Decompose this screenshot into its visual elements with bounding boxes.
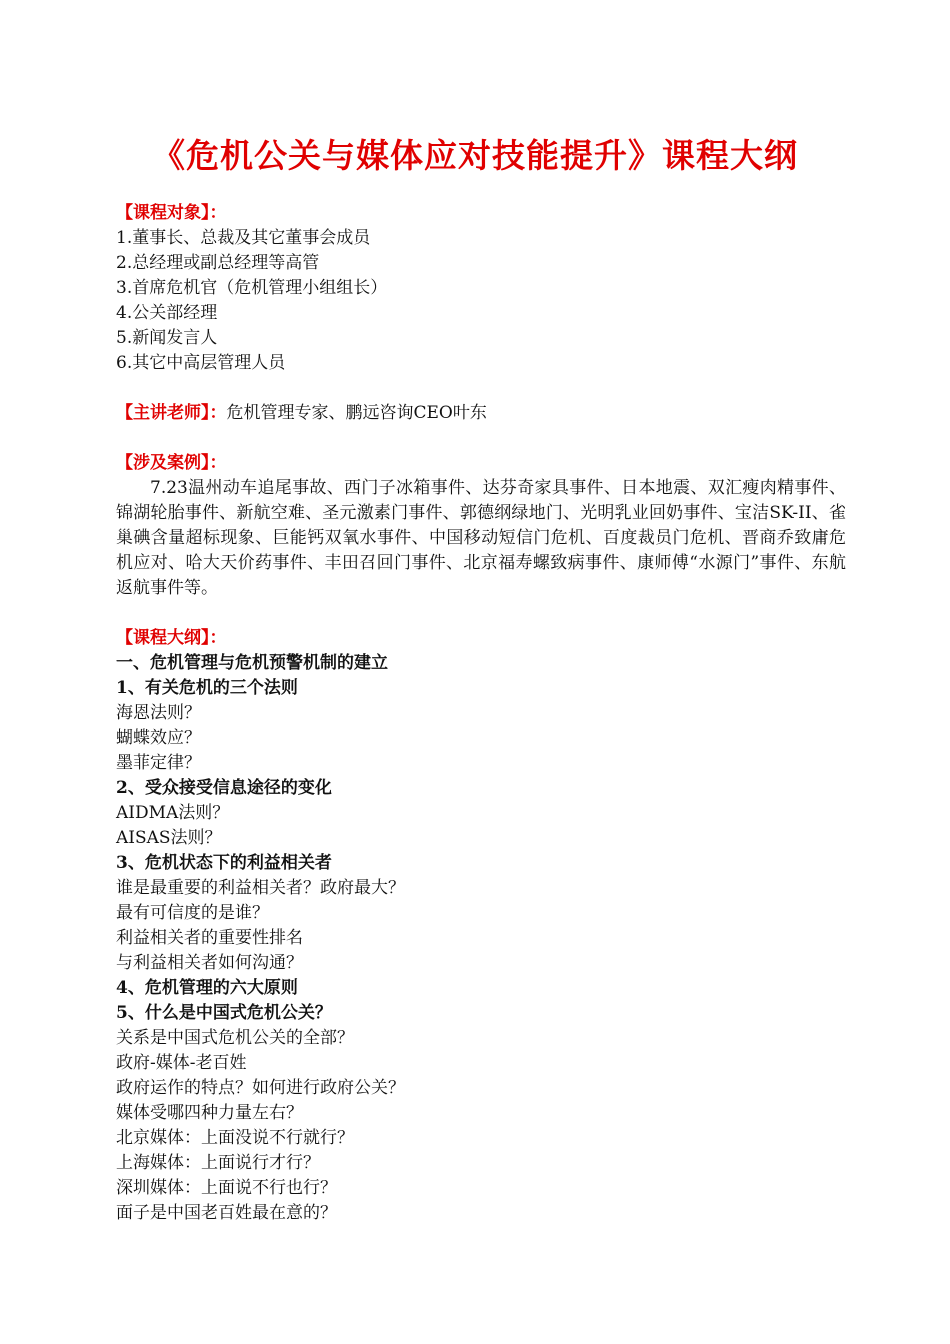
outline-item: 蝴蝶效应？ — [116, 728, 201, 748]
audience-item: 4.公关部经理 — [116, 303, 218, 323]
document-title: 《危机公关与媒体应对技能提升》课程大纲 — [152, 136, 798, 175]
outline-item: 海恩法则？ — [116, 703, 201, 723]
outline-item: 墨菲定律？ — [116, 753, 201, 773]
cases-label: 【涉及案例】： — [116, 453, 227, 473]
outline-item: 利益相关者的重要性排名 — [116, 928, 303, 948]
outline-item: AIDMA法则？ — [116, 803, 230, 823]
outline-label: 【课程大纲】： — [116, 628, 227, 648]
outline-subheading: 2、受众接受信息途径的变化 — [116, 778, 332, 798]
audience-item: 3.首席危机官（危机管理小组组长） — [116, 278, 388, 298]
lecturer-value: 危机管理专家、鹏远咨询CEO叶东 — [226, 403, 487, 423]
outline-list — [116, 676, 846, 1226]
outline-item: 谁是最重要的利益相关者？政府最大？ — [116, 878, 405, 898]
lecturer-label: 【主讲老师】： — [116, 403, 227, 423]
spacer — [116, 376, 846, 401]
outline-item: 媒体受哪四种力量左右？ — [116, 1103, 303, 1123]
outline-item: 面子是中国老百姓最在意的？ — [116, 1203, 337, 1223]
outline-item: 上海媒体：上面说行才行？ — [116, 1153, 320, 1173]
outline-section-heading: 一、危机管理与危机预警机制的建立 — [116, 653, 388, 673]
spacer — [116, 426, 846, 451]
audience-item: 6.其它中高层管理人员 — [116, 353, 286, 373]
outline-item: 最有可信度的是谁？ — [116, 903, 269, 923]
outline-subheading: 3、危机状态下的利益相关者 — [116, 853, 332, 873]
audience-item: 5.新闻发言人 — [116, 328, 218, 348]
outline-subheading: 4、危机管理的六大原则 — [116, 978, 298, 998]
spacer — [116, 601, 846, 626]
audience-item: 2.总经理或副总经理等高管 — [116, 253, 320, 273]
cases-paragraph: 7.23温州动车追尾事故、西门子冰箱事件、达芬奇家具事件、日本地震、双汇瘦肉精事件、锦湖轮胎事件、新航空难、圣元激素门事件、郭德纲绿地门、光明乳业回奶事件、宝洁SK-II、雀巢碘含量超标现象、巨能钙双氧水事件、中国移动短信门危机、百度裁员门危机、晋商乔致庸危机应对、哈大天价药事件、丰田召回门事件、北京福寿螺致病事件、康师傅“水源门”事件、东航返航事件等。 — [116, 478, 846, 598]
outline-subheading: 1、有关危机的三个法则 — [116, 678, 298, 698]
audience-item: 1.董事长、总裁及其它董事会成员 — [116, 228, 371, 248]
outline-item: 政府运作的特点？如何进行政府公关？ — [116, 1078, 405, 1098]
outline-subheading: 5、什么是中国式危机公关？ — [116, 1003, 332, 1023]
audience-label: 【课程对象】： — [116, 203, 227, 223]
document-body — [116, 201, 846, 1226]
outline-item: 关系是中国式危机公关的全部？ — [116, 1028, 354, 1048]
outline-item: AISAS法则？ — [116, 828, 222, 848]
outline-item: 深圳媒体：上面说不行也行？ — [116, 1178, 337, 1198]
outline-item: 北京媒体：上面没说不行就行？ — [116, 1128, 354, 1148]
outline-item: 政府-媒体-老百姓 — [116, 1053, 247, 1073]
lecturer-line — [116, 401, 846, 426]
outline-item: 与利益相关者如何沟通？ — [116, 953, 303, 973]
